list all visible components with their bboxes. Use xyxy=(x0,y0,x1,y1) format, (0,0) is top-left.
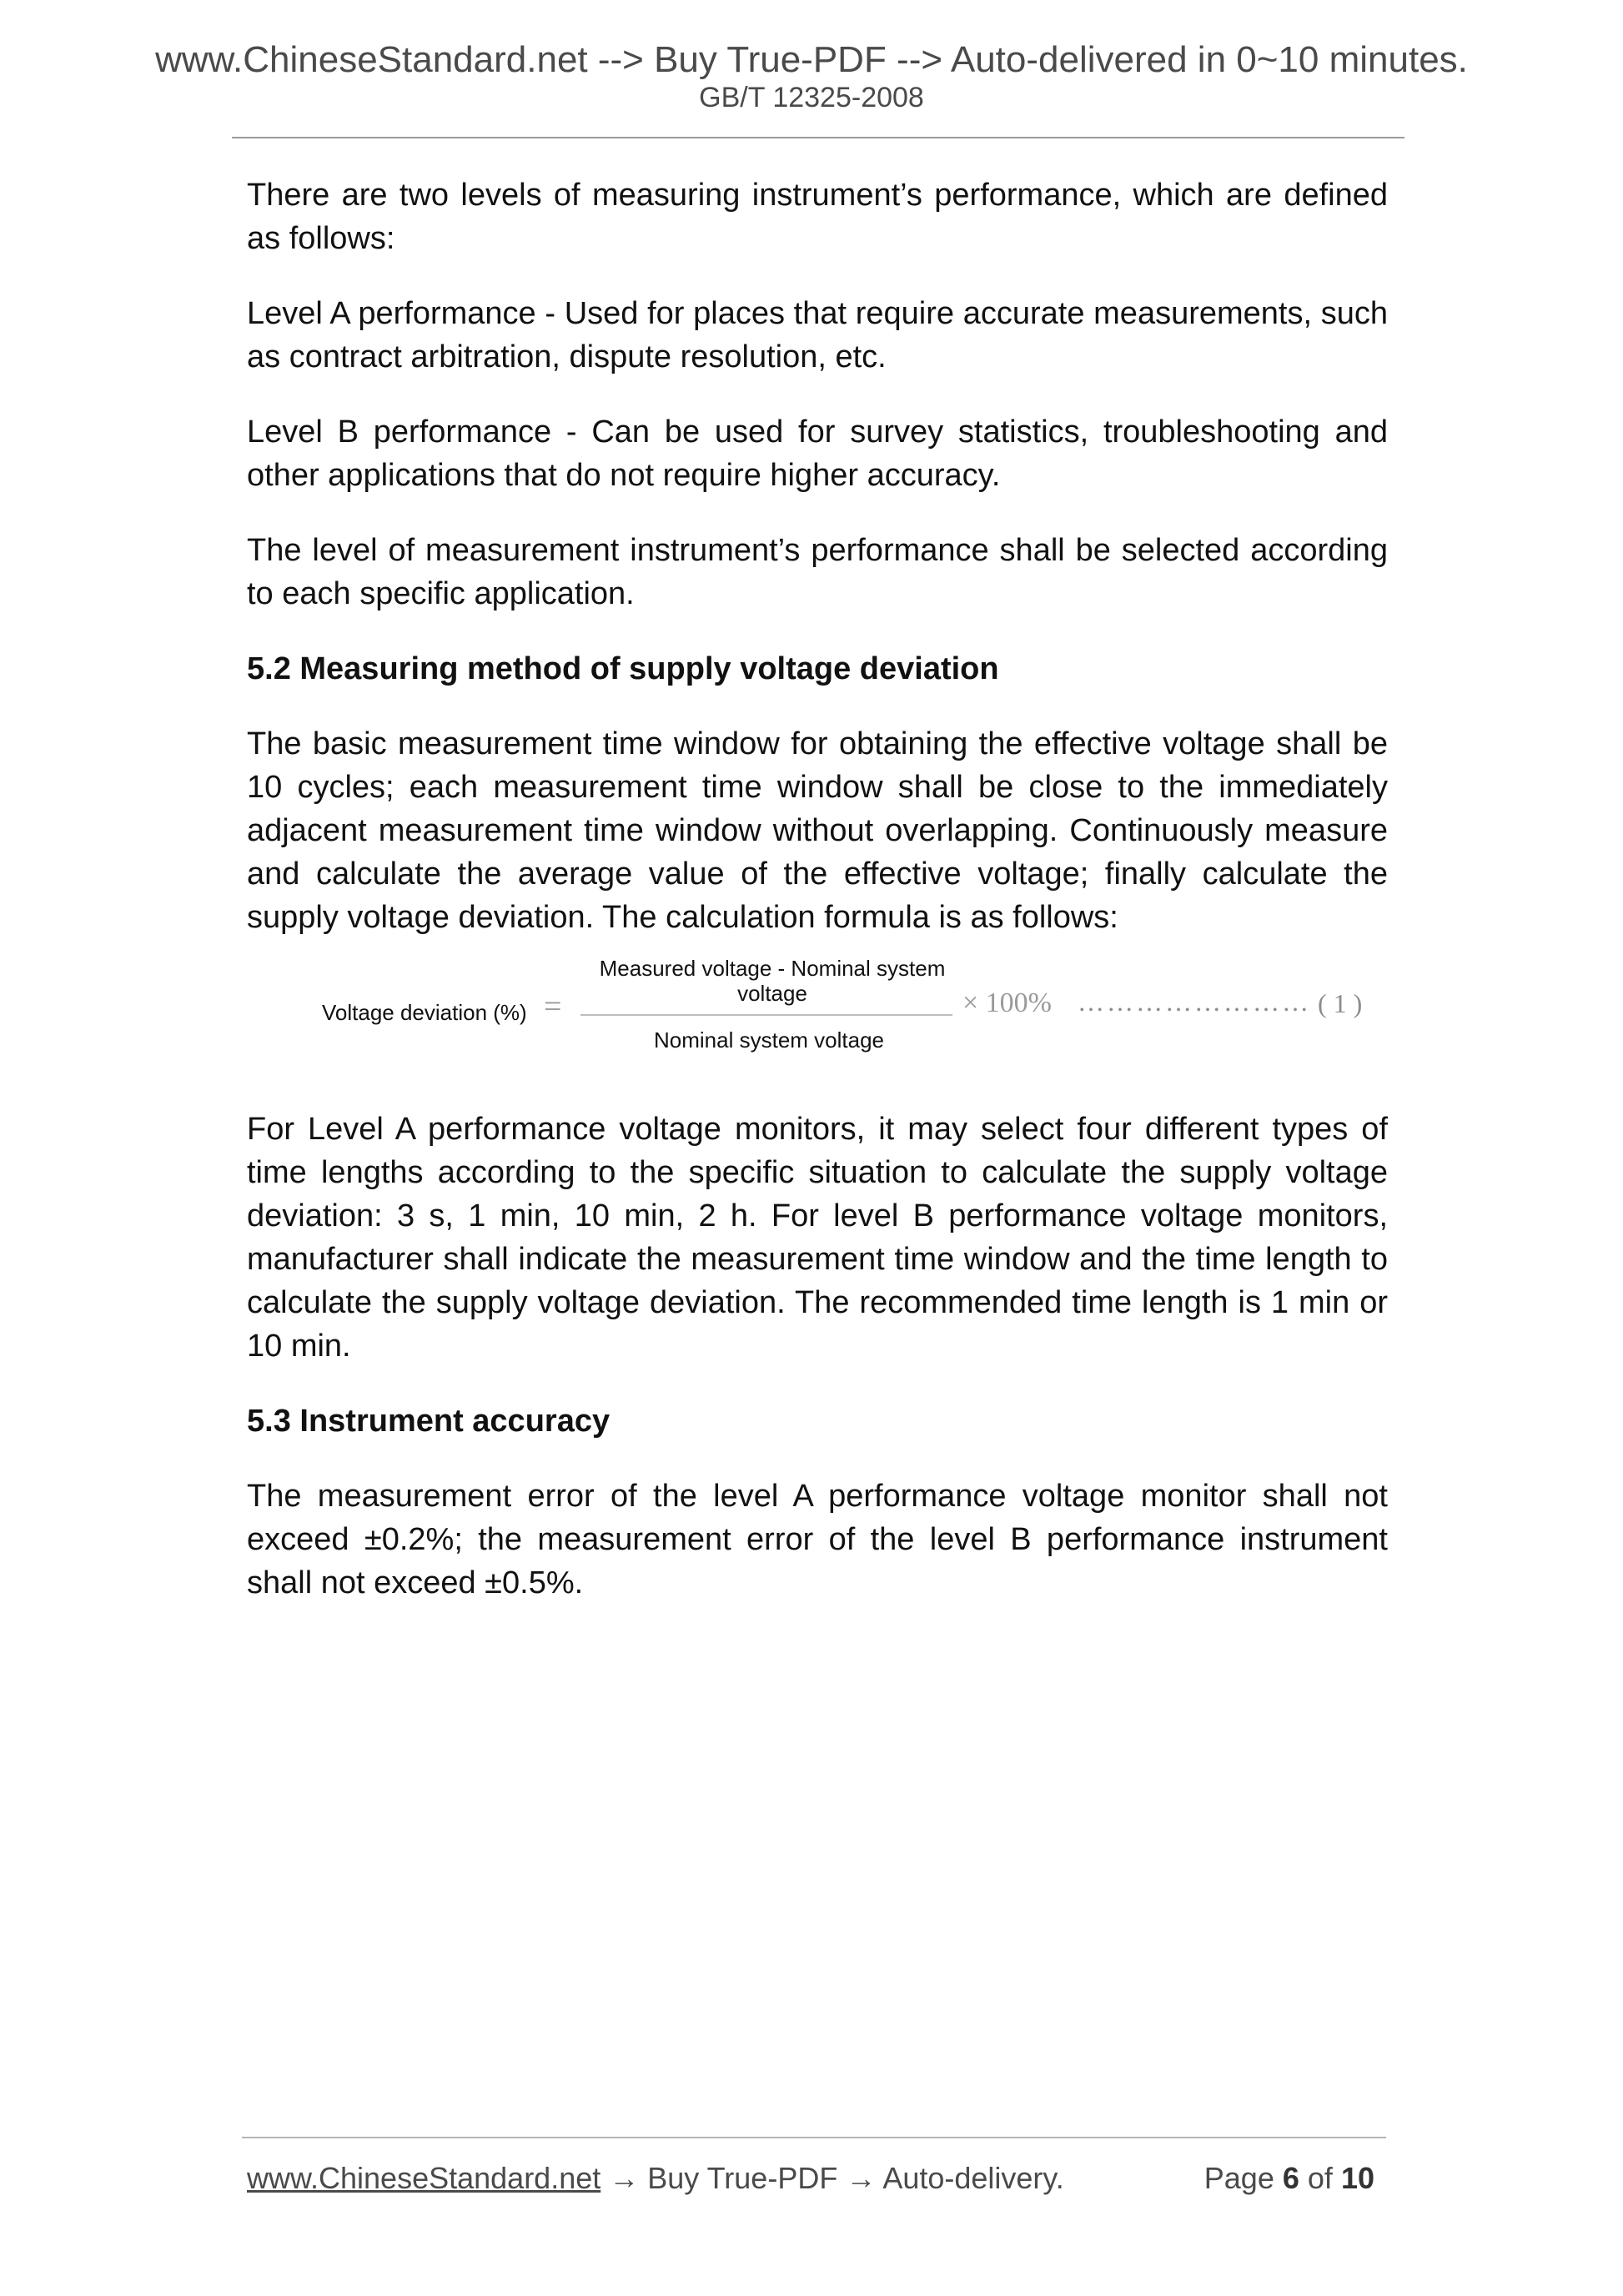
formula-leader-dots: …………………… xyxy=(1078,987,1311,1017)
paragraph-level-selection: The level of measurement instrument’s performance shall be selected according to each specific application. xyxy=(247,533,1388,611)
formula-multiplier: × 100% xyxy=(962,987,1052,1018)
page-number xyxy=(1204,2160,1374,2197)
of-label: of xyxy=(1307,2161,1333,2195)
section-heading-5-3: 5.3 Instrument accuracy xyxy=(247,1404,611,1439)
paragraph-level-b: Level B performance - Can be used for survey statistics, troubleshooting and other applications that do not require higher accuracy. xyxy=(247,414,1388,493)
total-pages: 10 xyxy=(1340,2161,1374,2195)
formula-numerator: Measured voltage - Nominal system voltage xyxy=(599,956,946,1006)
footer-left xyxy=(247,2161,1064,2195)
paragraph-accuracy: The measurement error of the level A performance voltage monitor shall not exceed ±0.2%; the measurement error of the level B performance instrument shall not exceed ±0.5%. xyxy=(247,1479,1388,1600)
footer-divider xyxy=(242,2137,1386,2138)
formula-denominator: Nominal system voltage xyxy=(654,1027,884,1053)
document-id: GB/T 12325-2008 xyxy=(699,82,924,113)
page-content xyxy=(247,173,1388,1636)
footer-site-link[interactable]: www.ChineseStandard.net xyxy=(247,2161,601,2195)
paragraph-measuring-method: The basic measurement time window for obtaining the effective voltage shall be 10 cycles; each measurement time window shall be close to the immediately adjacent measurement time window without overlapping. Continuously measure and calculate the average value of the effective voltage; finally calculate the supply voltage deviation. The calculation formula is as follows: xyxy=(247,726,1388,935)
formula-equals: = xyxy=(544,989,562,1024)
formula-equation-number: ( 1 ) xyxy=(1318,988,1363,1018)
section-heading-5-2: 5.2 Measuring method of supply voltage deviation xyxy=(247,651,999,686)
voltage-deviation-formula xyxy=(247,956,1388,1071)
paragraph-levels-intro: There are two levels of measuring instrument’s performance, which are defined as follows: xyxy=(247,178,1388,256)
footer-buy-text: → Buy True-PDF → Auto-delivery. xyxy=(600,2161,1064,2195)
formula-fraction-bar xyxy=(580,1014,952,1016)
header-divider xyxy=(232,137,1404,138)
paragraph-level-a: Level A performance - Used for places that require accurate measurements, such as contract arbitration, dispute resolution, etc. xyxy=(247,296,1388,374)
formula-lhs: Voltage deviation (%) xyxy=(322,1000,527,1025)
paragraph-time-lengths: For Level A performance voltage monitors, it may select four different types of time lengths according to the specific situation to calculate the supply voltage deviation: 3 s, 1 min, 10 min, 2 h. For level B performance voltage monitors, manufacturer shall indicate the measurement time window and the time length to calculate the supply voltage deviation. The recommended time length is 1 min or 10 min. xyxy=(247,1112,1388,1364)
page-footer xyxy=(247,2160,1381,2197)
site-banner: www.ChineseStandard.net --> Buy True-PDF --> Auto-delivered in 0~10 minutes. xyxy=(155,39,1468,80)
current-page: 6 xyxy=(1282,2161,1299,2195)
page-label: Page xyxy=(1203,2161,1274,2195)
